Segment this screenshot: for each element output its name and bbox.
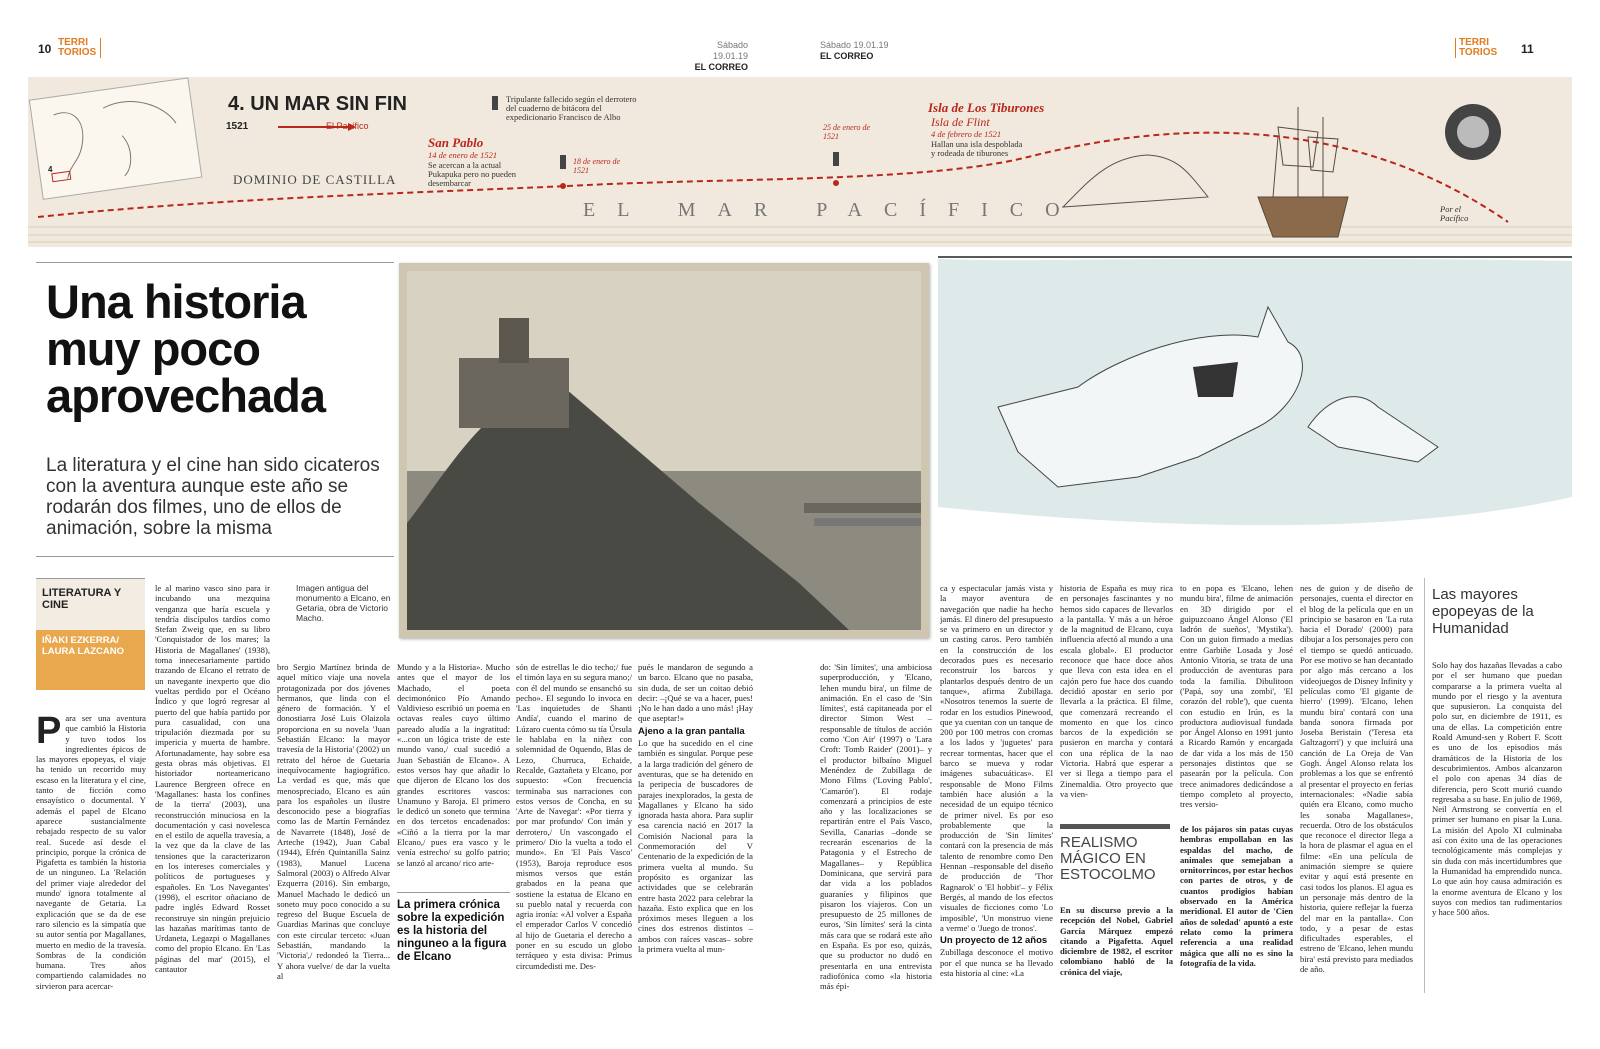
tiburones-label: Isla de Los Tiburones <box>928 100 1045 115</box>
page-number-right: 11 <box>1521 42 1534 56</box>
route-title: 4. UN MAR SIN FIN <box>228 93 407 115</box>
san-pablo-text: Se acercan a la actual Pukapuka pero no pueden desembarcar <box>428 160 517 188</box>
column-3 <box>277 662 390 993</box>
por-el-label: Por el Pacífico <box>1440 204 1469 223</box>
logo-top: TERRI <box>58 37 88 48</box>
body-text: bro Sergio Martínez brinda de aquel mítico viaje una novela protagonizada por dos jóvenes hermanos, que linda con el género de formación. Y el donostiarra José Luis Olaizola proporciona en su novela 'Juan Sebastián Elcano: la mayor travesía de la Historia' (2002) un retrato del héroe de Guetaria inequívocamente hagiográfico. La verdad es que, más que menospreciado, Elcano es aún para los españoles un ilustre desconocido pese a biografías como las de Martín Fernández de Navarrete (1848), José de Arteche (1942), Juan Cabal (1944), Efrén Quintanilla Sainz (1983), Manuel Lucena Salmoral (2003) o Alfredo Alvar Ezquerra (2016). Sin embargo, Manuel Machado le dedicó un soneto muy poco conocido a su regreso del Buque Escuela de Guardias Marinas que concluye con este circular terceto: «Juan Sebastián, mandando la 'Victoria',/ redondeó la Tierra... Y ahora vuelve/ de dar la vuelta al <box>277 662 390 981</box>
date-18-label: 18 de enero de 1521 <box>573 157 621 175</box>
realismo-title: REALISMO MÁGICO EN ESTOCOLMO <box>1060 824 1170 883</box>
photo-drawing <box>399 263 929 638</box>
sharks-illustration <box>938 247 1572 607</box>
flint-text: Hallan una isla despoblada y rodeada de tiburones <box>931 139 1023 158</box>
logo-bottom: TORIOS <box>58 47 97 58</box>
castilla-label: DOMINIO DE CASTILLA <box>233 172 397 187</box>
column-8 <box>940 583 1053 993</box>
sailor-icon <box>492 96 498 110</box>
pull-quote: La primera crónica sobre la expedición es la historia del ninguneo a la figura de Elcano <box>397 899 507 963</box>
san-pablo-date: 14 de enero de 1521 <box>428 150 498 160</box>
body-text: ara ser una aventura que cambió la Historia y tuvo todos los ingredientes épicos de las mayores epopeyas, el viaje ha tenido un recorrido muy escaso en la literatura y el cine, tanto de ficción como ensayístico o documental. Y además el papel de Elcano aparece sustancialmente rebajado respecto de su valor real. Sucede así desde el principio, porque la crónica de Pigafetta es también la historia de un ninguneo. La 'Relación del primer viaje alrededor del mundo' ignora totalmente al navegante de Getaria. La explicación que se da de ese raro silencio es la simpatía que su autor sentía por Magallanes, muerto en medio de la travesía. Sombras de la condición humana. Tres años compartiendo calamidades no sirvieron para acercar- <box>36 713 146 991</box>
subheading: Un proyecto de 12 años <box>940 935 1048 947</box>
dropcap: P <box>36 713 62 752</box>
column-7 <box>820 662 932 993</box>
realismo-text-left <box>1060 905 1173 993</box>
top-rule <box>36 262 394 263</box>
body-text: historia de España es muy rica en personajes fascinantes y no hemos sido capaces de llevarlos a la pantalla. Y más a un héroe de la magnitud de Elcano, cuya influencia afectó al mundo a una escala global». El productor reconoce que hace doce años que lleva con esta idea en el cajón pero fue hace dos cuando decidió apostar en serio por llevarla a la práctica. El filme, que comenzará recreando el momento en que los cinco barcos de la expedición se pusieron en marcha y contará con una réplica de la nao Victoria. Habrá que esperar a ver si llega a tiempo para el Zinemaldia. Otro proyecto que va vien- <box>1060 583 1173 799</box>
column-4 <box>397 662 510 890</box>
section-tag-text: LITERATURA Y CINE <box>42 587 122 611</box>
body-text: Lo que ha sucedido en el cine también es singular. Porque pese a la larga tradición del género de aventuras, que se ha detenido en la peripecia de buscadores de parajes inexplorados, la gesta de Magallanes y Elcano ha sido ignorada hasta ahora. Para suplir esa carencia nació en 2017 la Comisión Nacional para la Conmemoración del V Centenario de la expedición de la primera vuelta al mundo. Su propósito es organizar las actividades que se celebrarán entre hasta 2022 para celebrar la hazaña. Esto explica que en los próximos meses lleguen a los cines dos estrenos distintos –ambos con raíces vascas– sobre la primera vuelta al mun- <box>638 738 753 955</box>
paper-name: EL CORREO <box>820 51 874 61</box>
date-text: Sábado 19.01.19 <box>820 40 889 50</box>
body-text: Zubillaga desconoce el motivo por el que nunca se ha llevado esta historia al cine: «La <box>940 947 1053 978</box>
body-text: do: 'Sin límites', una ambiciosa superproducción, y 'Elcano, lehen mundu bira', un filme de animación. En el caso de 'Sin límites', está capitaneada por el director Simon West –responsable de títulos de acción como 'Con Air' (1997) o 'Lara Croft: Tomb Raider' (2001)– y el productor bilbaíno Miguel Menéndez de Zubillaga de Mono Films ('Loving Pablo', 'Camarón'). El rodaje comenzará a principios de este año y las localizaciones se repartirán entre el País Vasco, Sevilla, Canarias –donde se recrearán escenarios de la Patagonia y el Estrecho de Magallanes– y República Dominicana, que servirá para dar vida a los poblados guaraníes y filipinos que pisaron los viajeros. Con un presupuesto de 25 millones de euros, 'Sin límites' será la cinta más cara que se rodará este año en España. Es por eso, quizás, que su productor no dudó en presentarla en una entrevista radiofónica como «la historia más épi- <box>820 662 932 992</box>
paper-name: EL CORREO <box>694 62 748 72</box>
tripulante-label: Tripulante fallecido según el derrotero del cuaderno de bitácora del expedicionario Francisco de Albo <box>506 94 637 122</box>
logo-top: TERRI <box>1459 37 1489 48</box>
epopeyas-title: Las mayores epopeyas de la Humanidad <box>1432 586 1534 637</box>
body-text: ca y espectacular jamás vista y la mayor aventura de navegación que nadie ha hecho jamás. El dinero del presupuesto se va primero en un director y un casting caros. Pero también en la construcción de los decorados pues es necesario reconstruir los barcos y plantarlos después dentro de un tanque», afirma Zubillaga. «Nosotros tenemos la suerte de rodar en los estudios Pinewood, que ya cuentan con un tanque de 200 por 100 metros con cromas a los lados y 'juguetes' para recrear tormentas, hacer que el barco se mueva y rodar imágenes subacuáticas». El responsable de Mono Films también hace alusión a la necesidad de un equipo técnico de primer nivel. Es por eso probablemente que la producción de 'Sin límites' contará con la presencia de más talento de renombre como Den Hennan –responsable del diseño de producción de 'Thor Ragnarok' o 'El hobbit'– y Félix Bergés, al mando de los efectos visuales de ficciones como 'Lo imposible', 'Un monstruo viene a verme' o 'Juego de tronos'. <box>940 583 1053 933</box>
body-text: le al marino vasco sino para ir incubando una mezquina venganza que haría escuela y tendría discípulos tardíos como Stefan Zweig que, en su libro 'Conquistador de los mares; la Historia de Magallanes' (1938), toma innecesariamente partido trazando de Elcano el retrato de un navegante inexperto que dio vueltas perdido por el Océano Índico y que logró regresar al puerto del que había partido por pura casualidad, con una tripulación diezmada por su impericia y muerta de hambre. Afortunadamente, hay sobre esa gesta obras más objetivas. El historiador norteamericano Laurence Bergreen ofrece en 'Magallanes: hasta los confines de la tierra' (2003), una reconstrucción minuciosa en la documentación y casi novelesca en el estilo de aquella travesía, a la vez que da la clave de las tensiones que la caracterizaron en los intereses comerciales y políticos de portugueses y españoles. En 'Los Navegantes' (1998), el escritor oñaciano de padre inglés Edward Rosset reconstruye sin ningún prejuicio las hazañas marítimas tanto de Urdaneta, Legazpi o Magallanes como del propio Elcano. En 'Las páginas del mar' (2015), el cantautor <box>155 583 270 974</box>
monument-photo <box>399 263 929 638</box>
realismo-sidebar <box>1060 824 1170 883</box>
flint-label: Isla de Flint <box>931 115 990 129</box>
column-2 <box>155 583 270 993</box>
route-destination: El Pacífico <box>326 121 369 131</box>
body-text: nes de guion y de diseño de personajes, cuenta el director en el blog de la película que en un principio se basaron en 'La ruta hacia el Dorado' (2000) para dibujar a los personajes pero con el tiempo se quedó anticuado. Por ese motivo se han decantado por algo más cercano a los videojuegos de Disney Infinity y películas como 'El gigante de hierro' (1999). 'Elcano, lehen mundu bira' contará con una banda sonora firmada por Joseba Beristain ('Teresa eta Galtzagorri') y que incluirá una canción de La Oreja de Van Gogh. Ángel Alonso relata los problemas a los que se enfrentó al presentar el proyecto en ferias internacionales: «Nadie sabía quién era Elcano, como mucho les sonaba Magallanes», recuerda. Otro de los obstáculos que reconoce el director llega a la hora de plasmar el agua en el filme: «En una película de animación siempre se quiere evitar y aquí está presente en casi todos los planos. El agua es un personaje más dentro de la historia, quiere reflejar la fuerza del mar en la pantalla». Con todo, y a pesar de estas dificultades esperables, el estreno de 'Elcano, lehen mundu bira' está previsto para mediados de año. <box>1300 583 1413 974</box>
pull-rule <box>397 892 510 893</box>
world-map-inset <box>29 78 201 199</box>
body-text: to en popa es 'Elcano, lehen mundu bira', filme de animación en 3D dirigido por el guipuzcoano Ángel Alonso ('El ladrón de sueños', 'Mystika'). Con un guion firmado a medias entre Garbiñe Losada y José Antonio Vitoria, se trata de una producción de aventuras para toda la familia. Dibulitoon ('Papá, soy una zombi', 'El corazón del roble'), que cuenta con estudio en Irún, es la productora audiovisual fundada por Ángel Alonso en 1991 junto a Ricardo Ramón y encargada de dar vida a los más de 150 personajes distintos que se pasearán por la película. Con trece animadores dedicándose a tiempo completo al proyecto, tres versio- <box>1180 583 1293 810</box>
logo-bottom: TORIOS <box>1459 47 1498 58</box>
headline: Una historia muy poco aprovechada <box>46 275 325 422</box>
body-text: En su discurso previo a la recepción del Nobel, Gabriel García Márquez empezó citando a Pigafetta. Aquel diciembre de 1982, el escritor colombiano habló de la crónica del viaje, <box>1060 905 1173 977</box>
realismo-text-right <box>1180 824 1293 993</box>
page-number-left: 10 <box>38 42 52 56</box>
body-text: Solo hay dos hazañas llevadas a cabo por el ser humano que puedan compararse a la primera vuelta al mundo por el riesgo y la aventura que supusieron. La conquista del polo sur, en diciembre de 1911, es una de ellas. La competición entre Roald Amund-sen y Robert F. Scott es uno de los episodios más dramáticos de la Historia de los descubrimientos. Ambos alcanzaron el polo con apenas 34 días de diferencia, pero Scott murió cuando regresaba a su base. En julio de 1969, Neil Armstrong se convertía en el primer ser humano en pisar la Luna. La misión del Apolo XI culminaba así con éxito una de las operaciones tecnológicamente más complejas y sin duda con más incertidumbres que la Humanidad ha emprendido nunca. Lo que aún hoy causa admiración es la enorme aventura de Elcano y los suyos con medios tan rudimentarios y hace 500 años. <box>1432 660 1562 918</box>
section-logo-left <box>58 38 101 58</box>
subheadline: La literatura y el cine han sido cicateros con la aventura aunque este año se rodarán dos filmes, uno de ellos de animación, sobre la misma <box>46 455 380 539</box>
column-9 <box>1060 583 1173 811</box>
route-year: 1521 <box>226 121 249 132</box>
sidebar-divider <box>1424 578 1425 993</box>
header-date-right <box>820 40 889 62</box>
island-drawing <box>1063 155 1208 207</box>
body-text: de los pájaros sin patas cuyas hembras empollaban en las espaldas del macho, de animales que semejaban a ornitorrincos, por estar hechos con partes de otros, y de cuantos prodigios habían observado en la América meridional. El autor de 'Cien años de soledad' apuntó a este relato como la primera referencia a una realidad mágica que allí no es sino la fotografía de la vida. <box>1180 824 1293 968</box>
body-text: Mundo y a la Historia». Mucho antes que el mayor de los Machado, el poeta decimonónico Pío Amando Valdivieso escribió un poema en octavas reales cuyo último pareado aludía a la ingratitud: «...con un lógica triste de este mundo vano,/ cual sucedió a Juan Sebastián de Elcano». A estos versos hay que añadir lo que dijeron de Elcano los dos grandes escritores vascos: Unamuno y Baroja. El primero le dedicó un soneto que termina en dos tercetos encadenados: «Ciñó a la tierra por la mar Elcano,/ pues era vasco y le venía estrecho/ su golfo patrio; se lanzó al arcano/ rico arte- <box>397 662 510 868</box>
ship-drawing <box>1258 107 1348 237</box>
sailor-icon <box>560 155 566 169</box>
sailor-icon <box>833 152 839 166</box>
sub-rule <box>36 556 394 557</box>
date-text: Sábado 19.01.19 <box>712 40 748 61</box>
column-6 <box>638 662 753 993</box>
header-date-left <box>680 40 748 73</box>
date-25-label: 25 de enero de 1521 <box>823 123 871 141</box>
map-number: 4 <box>48 165 53 174</box>
column-11 <box>1300 583 1413 993</box>
subheading: Ajeno a la gran pantalla <box>638 725 745 737</box>
photo-caption: Imagen antigua del monumento a Elcano, en Getaria, obra de Victorio Macho. <box>296 583 391 623</box>
section-tag <box>36 578 145 631</box>
author-box <box>36 630 145 690</box>
flint-date: 4 de febrero de 1521 <box>931 129 1002 139</box>
column-1 <box>36 713 146 993</box>
san-pablo-label: San Pablo <box>428 135 484 150</box>
shark-mouth <box>1193 362 1238 397</box>
column-10 <box>1180 583 1293 811</box>
column-5 <box>516 662 632 993</box>
sharks-svg <box>938 247 1572 607</box>
author-text: IÑAKI EZKERRA/ LAURA LAZCANO <box>42 635 124 657</box>
body-text: són de estrellas le dio techo;/ fue el timón laya en su segura mano;/ con él del mundo se ensanchó su pecho». El segundo lo invoca en 'Las inquietudes de Shanti Andía', cuando el marino de Lúzaro cuenta cómo su tía Úrsula le hablaba en la niñez con solemnidad de Oquendo, Blas de Lezo, Churruca, Echaide, Recalde, Gaztañeta y Elcano, por supuesto: «Con frecuencia terminaba sus narraciones con estos versos de Concha, en su 'Arte de Navegar': «Por tierra y por mar profundo/ Con imán y derrotero,/ Un vascongado el primero/ Dio la vuelta a todo el mundo». En 'El País Vasco' (1953), Baroja reproduce esos mismos versos que están grabados en la peana que sostiene la estatua de Elcano en su pueblo natal y recuerda con agria ironía: «Al volver a España el emperador Carlos V concedió al hijo de Guetaria el derecho a poner en su escudo un globo terráqueo y esta divisa: Primus circumdedisti me. Des- <box>516 662 632 971</box>
section-logo-right <box>1455 38 1497 58</box>
body-text: pués le mandaron de segundo a un barco. Elcano que no pasaba, sin duda, de ser un coitao debió decir: –¡Qué se va a hacer, pues! ¡No le han dado a uno más! ¡Hay que aseptar!» <box>638 662 753 724</box>
sea-label: EL MAR PACÍFICO <box>583 199 1082 221</box>
route-infographic <box>28 77 1572 247</box>
epopeyas-text <box>1432 660 1562 993</box>
